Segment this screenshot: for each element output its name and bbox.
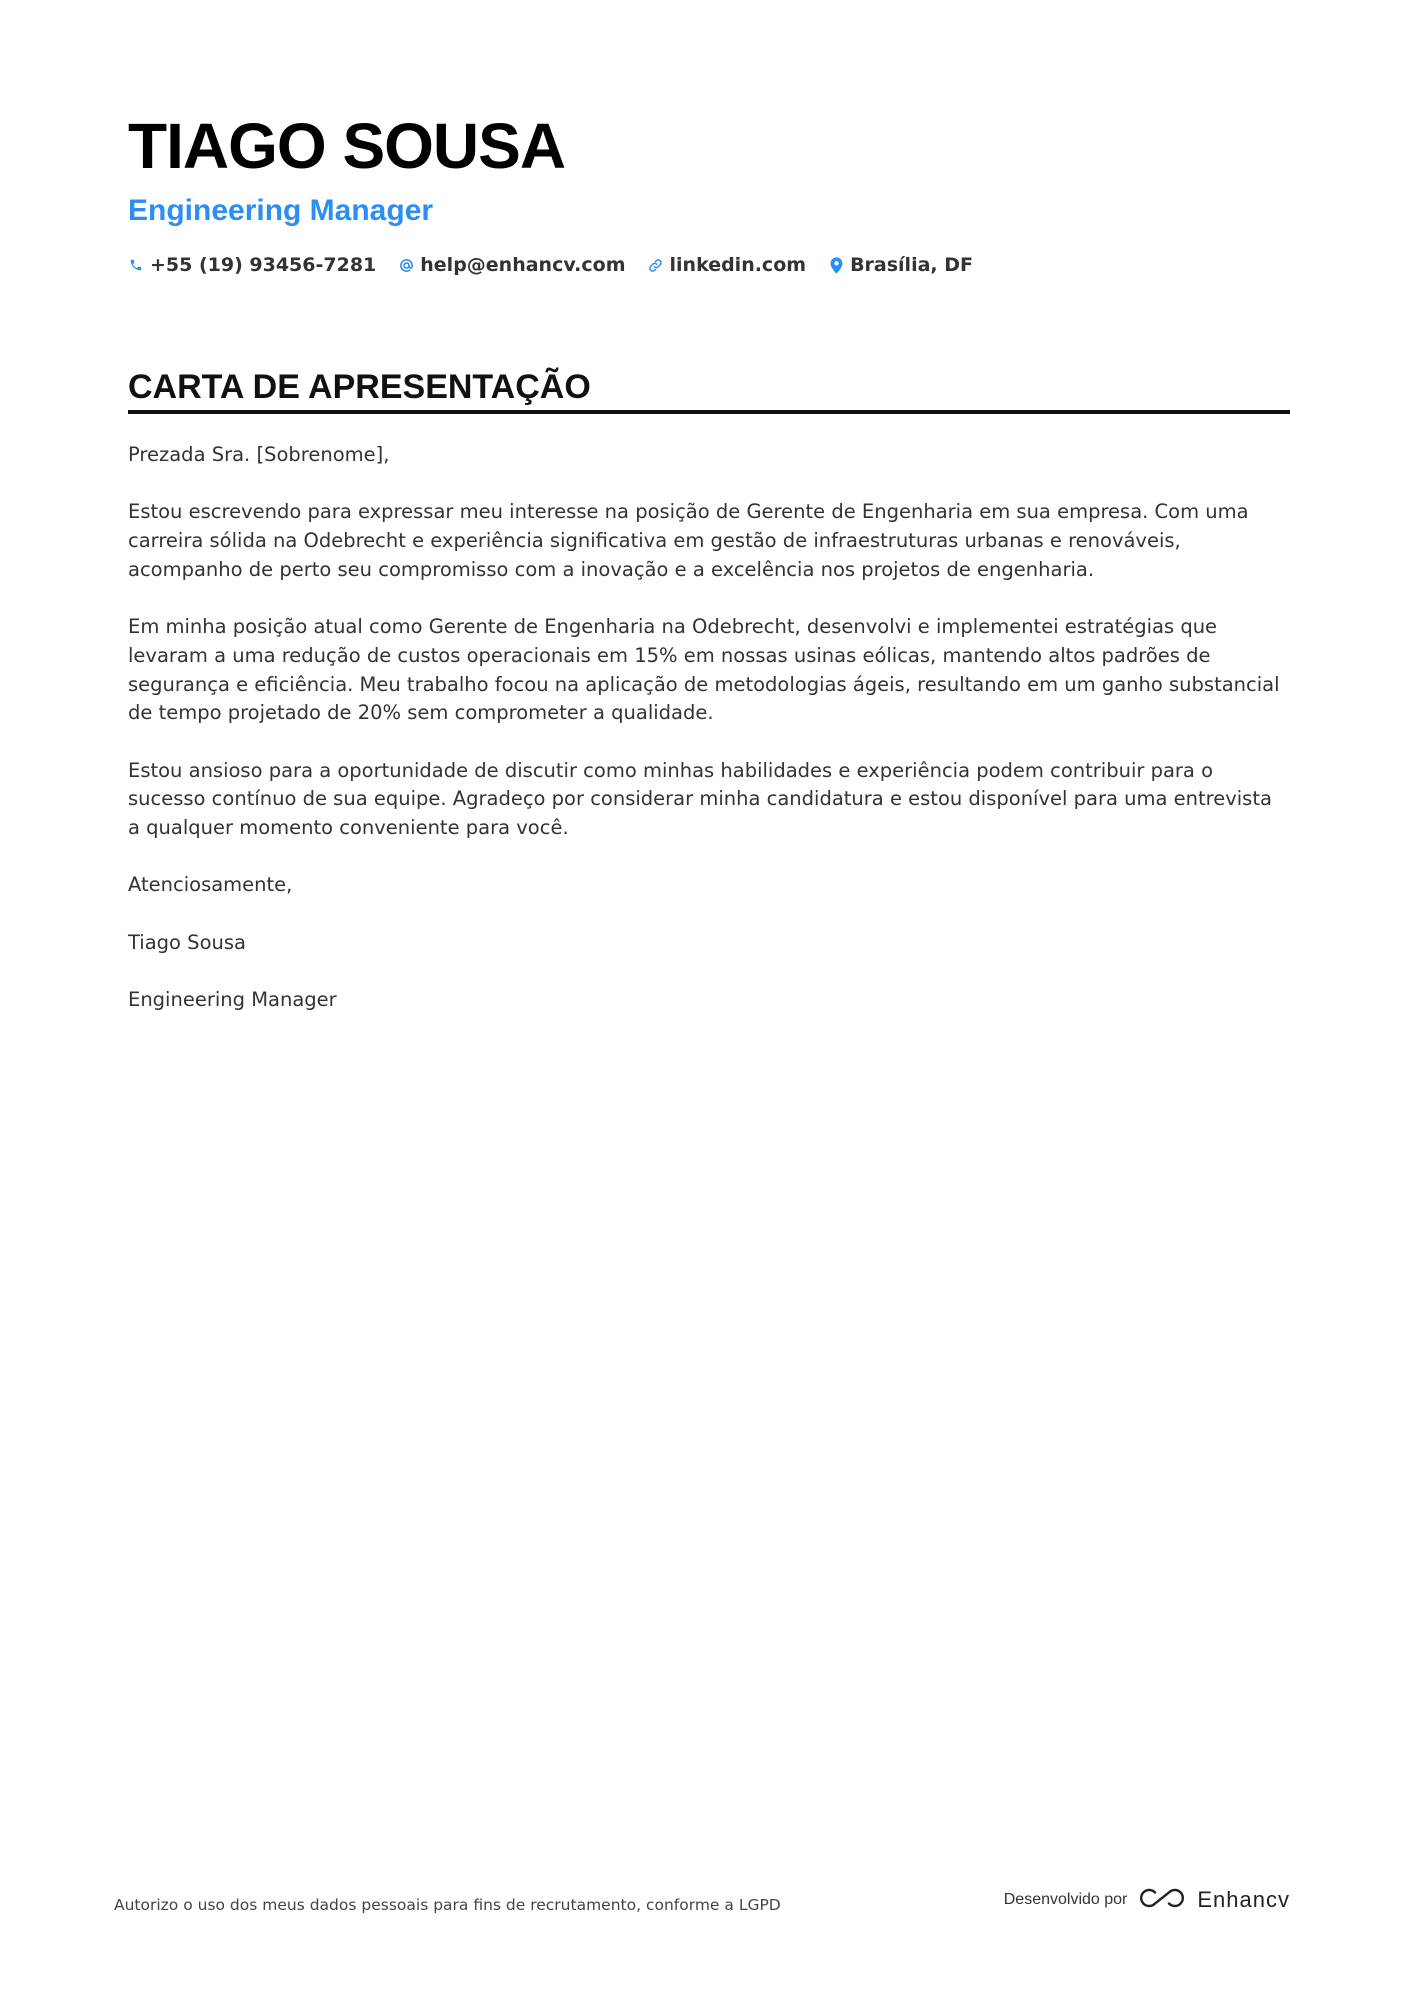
letter-closing: Atenciosamente, bbox=[128, 873, 293, 897]
letter-paragraph: Em minha posição atual como Gerente de Engenharia na Odebrecht, desenvolvi e implementei estratégias que levaram a uma redução de custos operacionais em 15% em nossas usinas eólicas, mantendo altos padrões de segurança e eficiência. Meu trabalho focou na aplicação de metodologias ágeis, resultando em um ganho substancial de tempo projetado de 20% sem comprometer a qualidade. bbox=[128, 615, 1280, 725]
contact-phone-text: +55 (19) 93456-7281 bbox=[150, 254, 377, 276]
section-heading: CARTA DE APRESENTAÇÃO bbox=[128, 368, 591, 406]
candidate-title: Engineering Manager bbox=[128, 194, 434, 227]
phone-icon bbox=[128, 256, 144, 274]
contact-bar bbox=[128, 254, 973, 276]
contact-location-text: Brasília, DF bbox=[850, 254, 973, 276]
at-icon bbox=[398, 256, 414, 274]
enhancv-logo-icon bbox=[1139, 1886, 1185, 1914]
contact-phone[interactable] bbox=[128, 254, 376, 276]
letter-paragraph: Estou ansioso para a oportunidade de discutir como minhas habilidades e experiência podem contribuir para o sucesso contínuo de sua equipe. Agradeço por considerar minha candidatura e estou disponível para uma entrevista a qualquer momento conveniente para você. bbox=[128, 758, 1272, 840]
location-icon bbox=[828, 256, 844, 274]
contact-location bbox=[828, 254, 973, 276]
candidate-name: TIAGO SOUSA bbox=[128, 110, 566, 182]
brand-name: Enhancv bbox=[1197, 1887, 1290, 1912]
contact-linkedin-text: linkedin.com bbox=[669, 254, 807, 276]
contact-email-text: help@enhancv.com bbox=[420, 254, 626, 276]
letter-signature-name: Tiago Sousa bbox=[128, 930, 246, 954]
section-heading-block bbox=[128, 366, 1290, 414]
footer-powered-by[interactable] bbox=[1004, 1886, 1290, 1914]
letter-salutation: Prezada Sra. [Sobrenome], bbox=[128, 443, 390, 466]
letter-signature-title: Engineering Manager bbox=[128, 988, 337, 1012]
contact-linkedin[interactable] bbox=[648, 254, 807, 276]
letter-body bbox=[128, 441, 1290, 1044]
contact-email[interactable] bbox=[398, 254, 625, 276]
footer-consent: Autorizo o uso dos meus dados pessoais para fins de recrutamento, conforme a LGPD bbox=[114, 1896, 781, 1914]
link-icon bbox=[648, 256, 664, 274]
powered-by-label: Desenvolvido por bbox=[1003, 1891, 1128, 1908]
letter-paragraph: Estou escrevendo para expressar meu interesse na posição de Gerente de Engenharia em sua empresa. Com uma carreira sólida na Odebrecht e experiência significativa em gestão de infraestruturas urbanas e renováveis, acompanho de perto seu compromisso com a inovação e a excelência nos projetos de engenharia. bbox=[128, 500, 1249, 581]
